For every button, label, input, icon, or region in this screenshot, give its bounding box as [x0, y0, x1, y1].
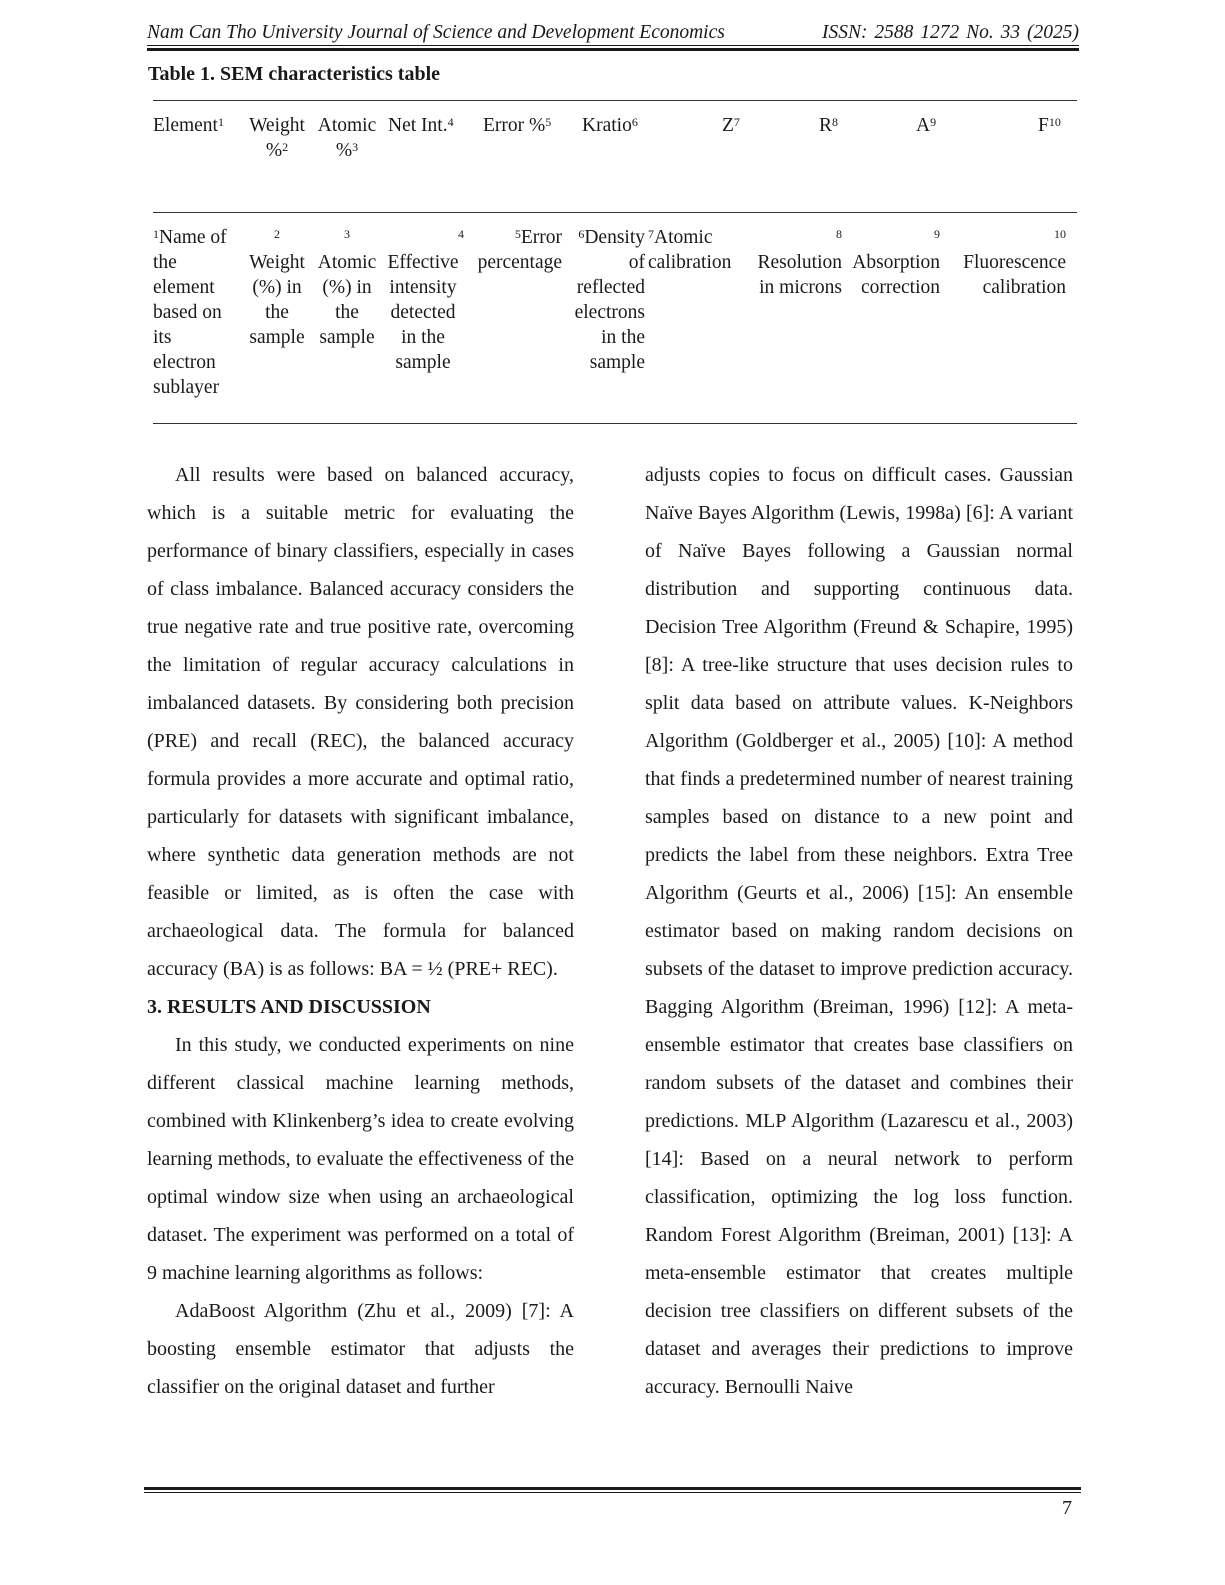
footer-rule-thin: [144, 1492, 1081, 1493]
col-header-element: Element$^1$: [153, 115, 224, 136]
col-header-f: $F^{10}$: [1038, 115, 1061, 136]
left-column: [147, 456, 574, 1406]
right-column: [645, 456, 1073, 1406]
note-error: $^5$Error percentage: [477, 227, 562, 273]
note-z: $^7$Atomic calibration: [648, 227, 732, 273]
table-title: Table 1. SEM characteristics table: [148, 63, 441, 85]
paragraph-adaboost: AdaBoost Algorithm (Zhu et al., 2009) [7]: A boosting ensemble estimator that adjusts the classifier on the original dataset and further: [147, 1300, 574, 1398]
note-net-int: $^4$ Effective intensity detected in the sample: [387, 227, 464, 373]
col-header-kratio: Kratio$^6$: [582, 115, 638, 136]
table-bottom-rule: [153, 423, 1077, 424]
table-header-rule: [153, 212, 1077, 213]
col-header-weight: Weight %$^2$: [249, 115, 305, 161]
note-atomic: $^3$ Atomic (%) in the sample: [317, 227, 377, 348]
paragraph-balanced-accuracy: All results were based on balanced accuracy, which is a suitable metric for evaluating the performance of binary classifiers, especially in cases of class imbalance. Balanced accuracy considers the true negative rate and true positive rate, overcoming the limitation of regular accuracy calculations in imbalanced datasets. By considering both precision (PRE) and recall (REC), the balanced accuracy formula provides a more accurate and optimal ratio, particularly for datasets with significant imbalance, where synthetic data generation methods are not feasible or limited, as is often the case with archaeological data. The formula for balanced accuracy (BA) is as follows: BA = ½ (PRE+ REC).: [147, 464, 574, 980]
section-heading-results: 3. RESULTS AND DISCUSSION: [147, 996, 431, 1018]
paragraph-algorithms: adjusts copies to focus on difficult cases. Gaussian Naïve Bayes Algorithm (Lewis, 1998a) [6]: A variant of Naïve Bayes following a Gaussian normal distribution and supporting continuous data. Decision Tree Algorithm (Freund & Schapire, 1995) [8]: A tree-like structure that uses decision rules to split data based on attribute values. K-Neighbors Algorithm (Goldberger et al., 2005) [10]: A method that finds a predetermined number of nearest training samples based on distance to a new point and predicts the label from these neighbors. Extra Tree Algorithm (Geurts et al., 2006) [15]: An ensemble estimator based on making random decisions on subsets of the dataset to improve prediction accuracy. Bagging Algorithm (Breiman, 1996) [12]: A meta-ensemble estimator that creates base classifiers on random subsets of the dataset and combines their predictions. MLP Algorithm (Lazarescu et al., 2003) [14]: Based on a neural network to perform classification, optimizing the log loss function. Random Forest Algorithm (Breiman, 2001) [13]: A meta-ensemble estimator that creates multiple decision tree classifiers on different subsets of the dataset and averages their predictions to improve accuracy. Bernoulli Naive: [645, 464, 1073, 1398]
issn-issue: ISSN: 2588 1272 No. 33 (2025): [822, 22, 1079, 43]
note-element: $^1$Name of the element based on its electron sublayer: [153, 227, 227, 398]
footer-rule-thick: [144, 1487, 1081, 1490]
header-rule-thick: [147, 48, 1079, 51]
paragraph-experiments: In this study, we conducted experiments on nine different classical machine learning methods, combined with Klinkenberg’s idea to create evolving learning methods, to evaluate the effectiveness of the optimal window size when using an archaeological dataset. The experiment was performed on a total of 9 machine learning algorithms as follows:: [147, 1034, 574, 1284]
table-top-rule: [153, 100, 1077, 101]
journal-name: Nam Can Tho University Journal of Science and Development Economics: [147, 22, 725, 43]
note-r: $^8$ Resolution in microns: [757, 227, 842, 298]
col-header-error: Error %$^5$: [483, 115, 552, 136]
col-header-a: $A^9$: [916, 115, 937, 136]
note-weight: $^2$ Weight (%) in the sample: [249, 227, 305, 348]
col-header-atomic: Atomic %$^3$: [317, 115, 377, 161]
col-header-net-int: Net Int.$^4$: [388, 115, 454, 136]
page-number: 7: [1062, 1497, 1072, 1519]
note-kratio: $^6$Density of reflected electrons in the sample: [574, 227, 645, 373]
running-header: [147, 20, 1079, 48]
note-f: $^{10}$ Fluorescence calibration: [963, 227, 1066, 298]
header-rule-thin: [147, 45, 1079, 46]
note-a: $^9$ Absorption correction: [852, 227, 940, 298]
col-header-z: $Z^7$: [722, 115, 740, 136]
col-header-r: $R^8$: [819, 115, 839, 136]
